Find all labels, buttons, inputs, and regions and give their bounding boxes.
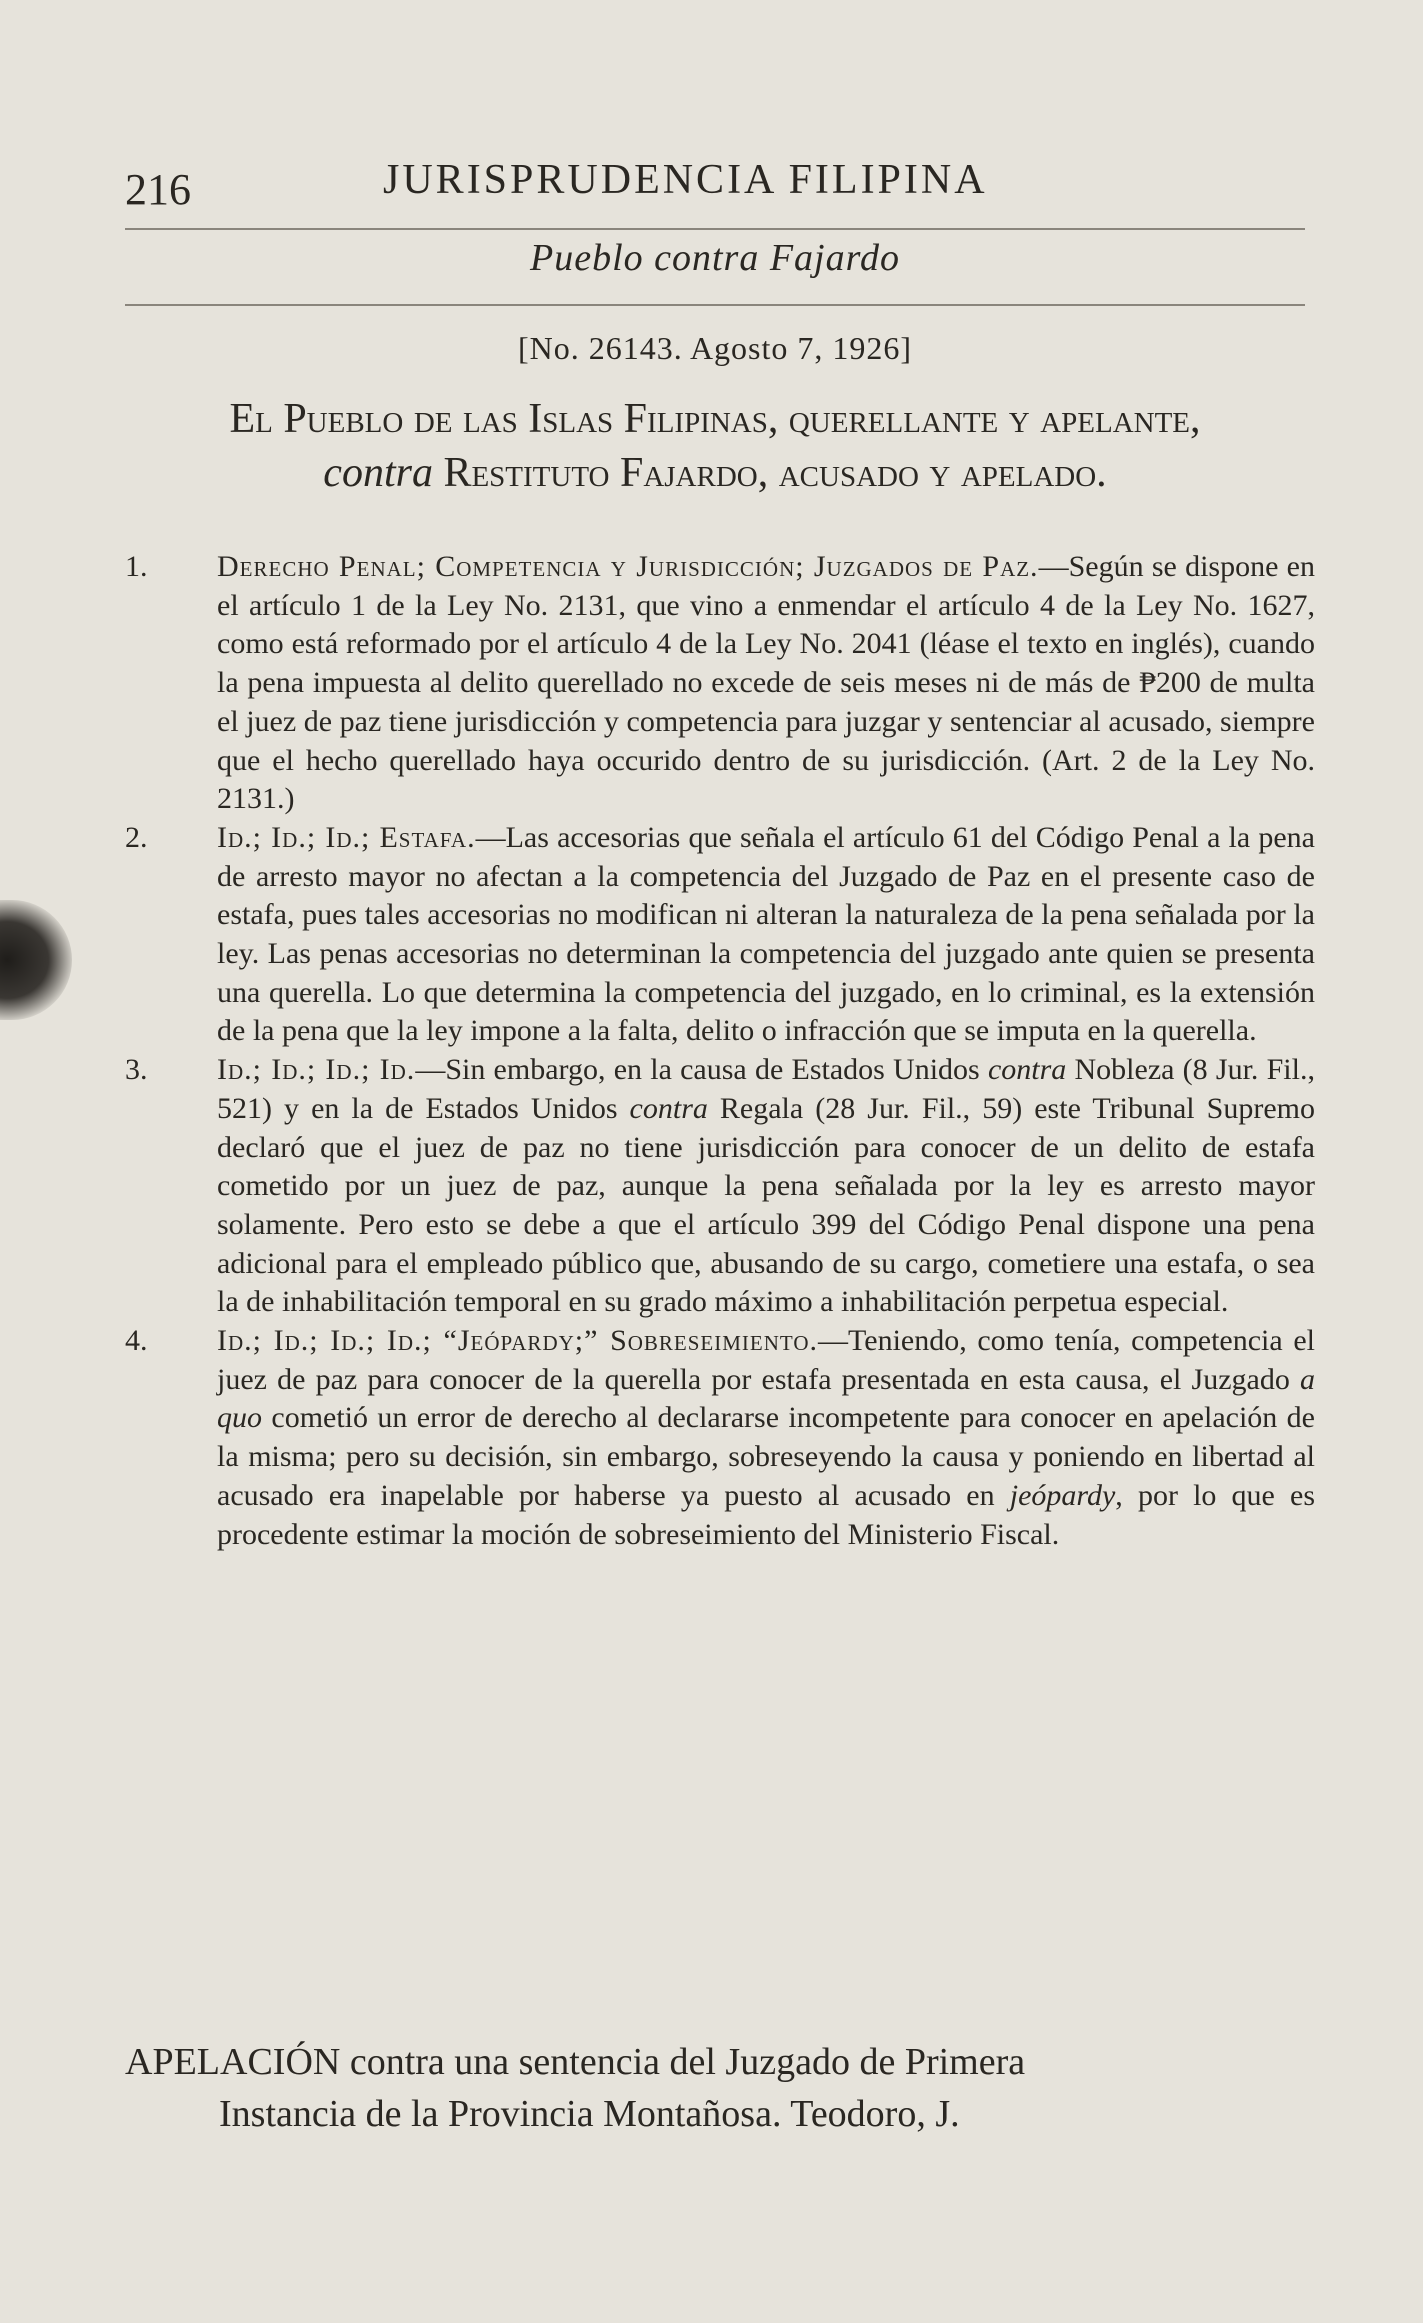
headnote-body	[217, 819, 1315, 1051]
headnote-jeopardy: jeópardy	[1009, 1478, 1116, 1512]
headnote-body	[217, 1322, 1315, 1554]
headnote-text: Regala (28 Jur. Fil., 59) este Tribunal Supremo declaró que el juez de paz no tiene jurisdicción para conocer de un delito de estafa cometido por un juez de paz, aunque la pena señalada por la ley es arresto mayor solamente. Pero esto se debe a que el artículo 399 del Código Penal dispone una pena adicional para el empleado público que, abusando de su cargo, cometiere una estafa, o sea la de inhabilitación temporal en su grado máximo a inhabilitación perpetua especial.	[217, 1091, 1315, 1319]
caption-parties: El Pueblo de las Islas Filipinas, querellante y apelante,	[229, 396, 1201, 442]
headnote-4	[125, 1322, 1315, 1554]
running-head-rule	[125, 304, 1305, 306]
headnote-3	[125, 1051, 1315, 1322]
headnote-heading: Id.; Id.; Id.; Id.	[217, 1053, 416, 1087]
headnote-number: 4.	[125, 1324, 148, 1358]
caption-defendant: Restituto Fajardo, acusado y apelado.	[432, 450, 1107, 496]
headnote-contra: contra	[629, 1091, 708, 1125]
headnote-text: —Sin embargo, en la causa de Estados Unidos	[415, 1053, 988, 1087]
caption-line-2	[125, 446, 1305, 500]
headnote-text: —Las accesorias que señala el artículo 61 del Código Penal a la pena de arresto mayor no afectan a la competencia del Juzgado de Paz en el presente caso de estafa, pues tales accesorias no modifican ni alteran la naturaleza de la pena señalada por la ley. Las penas accesorias no determinan la competencia del juzgado ante quien se presenta una querella. Lo que determina la competencia del juzgado, en lo criminal, es la extensión de la pena que la ley impone a la falta, delito o infracción que se imputa en la querella.	[217, 820, 1316, 1048]
appeal-line-2: Instancia de la Provincia Montañosa. Teodoro, J.	[219, 2093, 960, 2135]
syllabus	[125, 548, 1315, 1554]
headnote-text: , por lo que es procedente estimar la moción de sobreseimiento del Ministerio Fiscal.	[217, 1478, 1315, 1551]
headnote-contra: contra	[987, 1053, 1067, 1087]
header-rule	[125, 228, 1305, 230]
page-header	[125, 150, 1305, 230]
appeal-line-1: APELACIÓN contra una sentencia del Juzgado de Primera	[125, 2041, 1026, 2083]
headnote-1	[125, 548, 1315, 819]
headnote-text: —Según se dispone en el artículo 1 de la Ley No. 2131, que vino a enmendar el artículo 4 de la Ley No. 1627, como está reformado por el artículo 4 de la Ley No. 2041 (léase el texto en inglés), cuando la pena impuesta al delito querellado no excede de seis meses ni de más de ₱200 de multa el juez de paz tiene jurisdicción y competencia para juzgar y sentenciar al acusado, siempre que el hecho querellado haya occurido dentro de su jurisdicción. (Art. 2 de la Ley No. 2131.)	[217, 550, 1315, 816]
headnote-heading: Derecho Penal; Competencia y Jurisdicción; Juzgados de Paz.	[217, 550, 1039, 583]
headnote-text: —Teniendo, como tenía, competencia el juez de paz para conocer de la querella por estafa presentada en esta causa, el Juzgado	[217, 1324, 1315, 1396]
case-number: [No. 26143. Agosto 7, 1926]	[517, 330, 913, 366]
headnote-text: cometió un error de derecho al declararse incompetente para conocer en apelación de la misma; pero su decisión, sin embargo, sobreseyendo la causa y poniendo en libertad al acusado era inapelable por haberse ya puesto al acusado en	[217, 1401, 1315, 1512]
headnote-text: Nobleza (8 Jur. Fil., 521) y en la de Estados Unidos	[217, 1053, 1315, 1125]
headnote-a-quo: a quo	[217, 1362, 1315, 1435]
headnote-body	[217, 1051, 1315, 1322]
journal-title: JURISPRUDENCIA FILIPINA	[383, 157, 988, 203]
case-caption	[125, 392, 1305, 500]
headnote-2	[125, 819, 1315, 1051]
running-head: Pueblo contra Fajardo	[530, 237, 900, 279]
headnote-body	[217, 548, 1315, 819]
appeal-statement	[125, 2036, 1315, 2140]
headnote-number: 1.	[125, 550, 148, 583]
page-number: 216	[125, 165, 191, 214]
headnote-heading: Id.; Id.; Id.; Estafa.	[217, 820, 476, 854]
headnote-number: 3.	[125, 1053, 148, 1087]
headnote-heading: Id.; Id.; Id.; Id.; “Jeópardy;” Sobreseimiento.	[217, 1324, 819, 1358]
caption-contra: contra	[323, 450, 433, 496]
caption-line-1	[125, 392, 1305, 446]
thumb-shadow	[0, 900, 72, 1020]
headnote-number: 2.	[125, 820, 148, 854]
